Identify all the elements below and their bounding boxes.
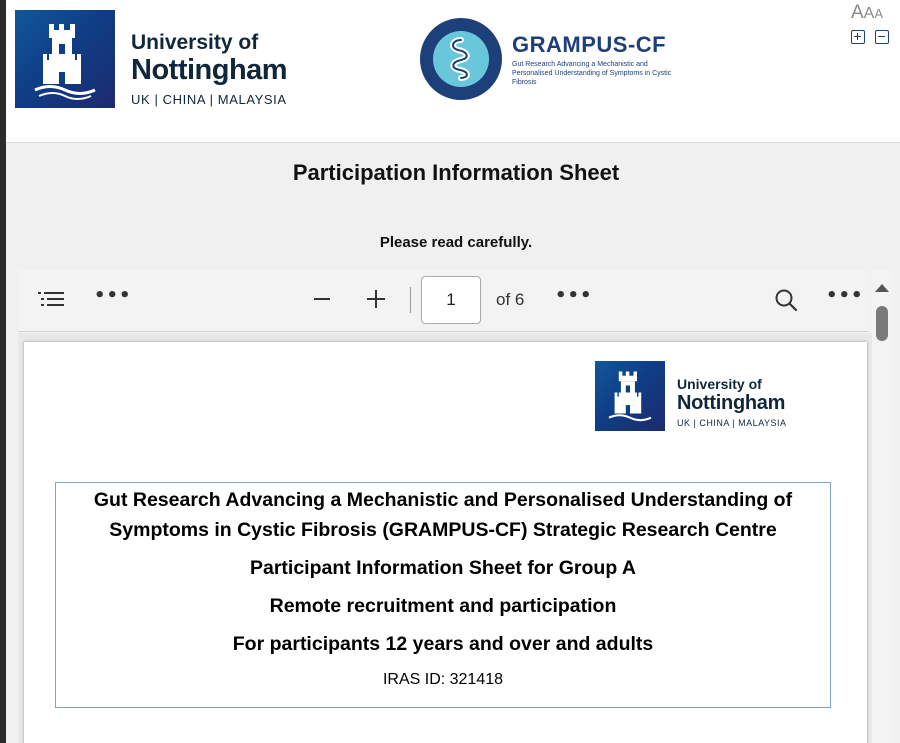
doc-heading-remote: Remote recruitment and participation xyxy=(269,595,617,617)
doc-heading-group: Participant Information Sheet for Group A xyxy=(249,557,637,579)
grampus-cf-logo[interactable] xyxy=(420,18,672,100)
university-logo[interactable] xyxy=(15,10,287,108)
doc-logo-line-nottingham: Nottingham xyxy=(677,392,786,414)
doc-iras-id: IRAS ID: 321418 xyxy=(382,671,504,688)
pdf-page xyxy=(24,342,867,743)
grampus-subtitle: Gut Research Advancing a Mechanistic and Personalised Understanding of Symptoms in Cystic Fibrosis xyxy=(512,60,672,86)
doc-title-line1: Gut Research Advancing a Mechanistic and Personalised Understanding of xyxy=(93,489,793,511)
search-icon[interactable] xyxy=(774,288,798,312)
font-size-medium-label: A xyxy=(863,5,875,22)
logo-line-university: University of xyxy=(131,31,259,54)
page-title: Participation Information Sheet xyxy=(292,160,620,185)
more-options-left-icon[interactable]: ••• xyxy=(94,285,132,306)
gut-icon xyxy=(420,18,502,100)
read-instruction: Please read carefully. xyxy=(379,234,533,251)
castle-shield-icon xyxy=(15,10,115,108)
scroll-thumb[interactable] xyxy=(876,306,888,341)
doc-title-line2: Symptoms in Cystic Fibrosis (GRAMPUS-CF) Strategic Research Centre xyxy=(109,519,777,541)
logo-line-nottingham: Nottingham xyxy=(131,54,288,86)
zoom-out-icon[interactable] xyxy=(314,298,330,300)
logo-line-campuses: UK | CHINA | MALAYSIA xyxy=(131,92,287,107)
doc-logo-line-campuses: UK | CHINA | MALAYSIA xyxy=(677,418,787,428)
pdf-toolbar xyxy=(18,270,868,332)
document-university-logo xyxy=(595,361,787,431)
more-page-options-icon[interactable]: ••• xyxy=(555,285,593,306)
outline-list-icon[interactable] xyxy=(38,290,64,308)
more-options-right-icon[interactable]: ••• xyxy=(826,285,864,306)
doc-heading-age: For participants 12 years and over and adults xyxy=(232,633,654,655)
font-size-large-label: A xyxy=(850,2,864,23)
site-header xyxy=(6,0,900,143)
toolbar-divider xyxy=(410,287,411,313)
font-size-control xyxy=(845,2,889,44)
increase-font-icon[interactable] xyxy=(851,30,865,44)
page-count-label: of 6 xyxy=(496,290,525,309)
font-size-small-label: A xyxy=(874,6,884,21)
page-number-input[interactable] xyxy=(421,276,481,324)
grampus-title: GRAMPUS-CF xyxy=(512,31,667,57)
decrease-font-icon[interactable] xyxy=(875,30,889,44)
castle-shield-icon xyxy=(595,361,665,431)
doc-logo-line-university: University of xyxy=(677,376,762,392)
zoom-in-icon[interactable] xyxy=(367,290,385,308)
font-size-letters xyxy=(845,2,889,24)
pdf-viewport xyxy=(18,333,872,743)
vertical-scrollbar[interactable] xyxy=(872,270,892,743)
scroll-up-arrow-icon[interactable] xyxy=(875,284,889,292)
document-title-box xyxy=(55,482,831,708)
